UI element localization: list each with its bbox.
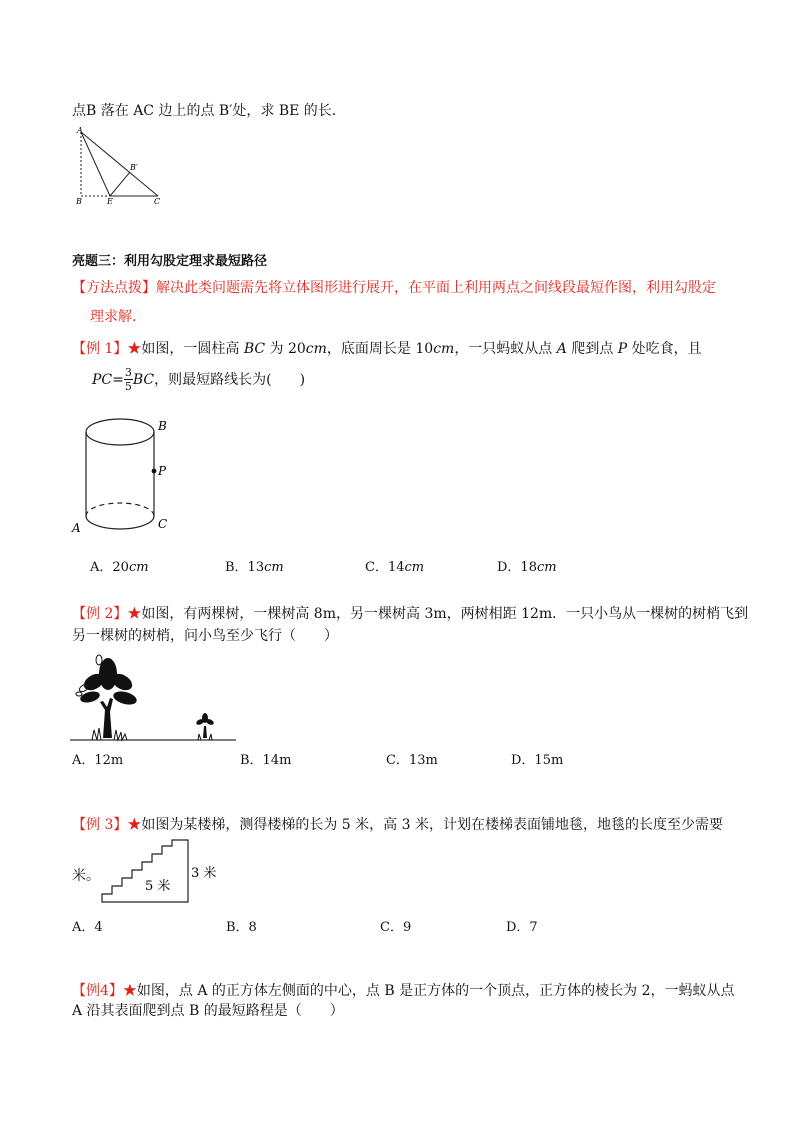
ex2-option-d[interactable]: D．15m xyxy=(511,753,564,768)
ex3-option-a[interactable]: A．4 xyxy=(72,920,103,935)
cyl-label-a: A xyxy=(72,521,81,535)
cyl-label-c: C xyxy=(158,517,168,531)
ex1-option-d[interactable]: D．18cm xyxy=(497,560,557,575)
ex1-option-b[interactable]: B．13cm xyxy=(225,560,284,575)
ex3-line-2: 米。 xyxy=(72,868,100,884)
ex4-line-2: A 沿其表面爬到点 B 的最短路程是（ ） xyxy=(72,1003,344,1019)
ex1-tag: 【例 1】 xyxy=(72,341,128,357)
method-text-2: 理求解. xyxy=(90,309,137,325)
ex3-option-d[interactable]: D．7 xyxy=(506,920,538,935)
cyl-label-p: P xyxy=(158,464,167,478)
triangle-figure xyxy=(70,124,170,206)
ex2-option-b[interactable]: B．14m xyxy=(240,753,292,768)
method-line-1 xyxy=(72,278,716,298)
ex4-tag: 【例4】 xyxy=(72,983,123,999)
method-tag: 【方法点拨】 xyxy=(72,280,156,296)
ex3-line-1: 【例 3】★如图为某楼梯，测得楼梯的长为 5 米，高 3 米，计划在楼梯表面铺地毯，地毯的长度至少需要 xyxy=(72,817,723,833)
ex1-option-c[interactable]: C．14cm xyxy=(365,560,425,575)
ex2-line-1: 【例 2】★如图，有两棵树，一棵树高 8m，另一棵树高 3m，两树相距 12m．一只小鸟从一棵树的树梢飞到 xyxy=(72,606,749,622)
stairs-figure xyxy=(98,838,226,906)
fraction: $\frac{3}{5}$ xyxy=(124,366,132,393)
method-text-1: 解决此类问题需先将立体图形进行展开，在平面上利用两点之间线段最短作图，利用勾股定 xyxy=(156,280,716,296)
ex3-star-icon: ★ xyxy=(127,817,142,833)
section-title: 亮题三：利用勾股定理求最短路径 xyxy=(72,254,268,269)
intro-text: 点B 落在 AC 边上的点 B′处，求 BE 的长． xyxy=(72,103,346,119)
ex4-line-1: 【例4】★如图，点 A 的正方体左侧面的中心，点 B 是正方体的一个顶点，正方体的棱长为 2，一蚂蚁从点 xyxy=(72,983,735,999)
cylinder-figure xyxy=(70,408,170,540)
ex4-star-icon: ★ xyxy=(122,983,137,999)
ex2-tag: 【例 2】 xyxy=(72,606,128,622)
label-b: B xyxy=(76,197,82,206)
ex1-option-a[interactable]: A．20cm xyxy=(90,560,149,575)
cyl-label-b: B xyxy=(158,419,167,433)
ex2-line-2: 另一棵树的树梢，问小鸟至少飞行（ ） xyxy=(72,628,338,644)
ex3-option-c[interactable]: C．9 xyxy=(380,920,412,935)
ex2-option-c[interactable]: C．13m xyxy=(386,753,438,768)
ex1-line-1: 【例 1】★如图，一圆柱高 BC 为 20cm，底面周长是 10cm，一只蚂蚁从点 A 爬到点 P 处吃食，且 xyxy=(72,341,702,357)
ex1-star-icon: ★ xyxy=(127,341,142,357)
label-e: E xyxy=(107,197,113,206)
ex1-line-2: PC= $\frac{3}{5}$ BC，则最短路线长为( ) xyxy=(92,366,306,393)
ex2-star-icon: ★ xyxy=(127,606,142,622)
label-a: A xyxy=(77,126,83,135)
label-bprime: B′ xyxy=(130,163,138,172)
stair-length-label: 5 米 xyxy=(145,879,171,894)
trees-figure xyxy=(70,652,240,744)
label-c: C xyxy=(154,197,161,206)
stair-height-label: 3 米 xyxy=(191,866,217,881)
ex2-option-a[interactable]: A．12m xyxy=(72,753,124,768)
ex3-option-b[interactable]: B．8 xyxy=(226,920,257,935)
ex3-tag: 【例 3】 xyxy=(72,817,128,833)
